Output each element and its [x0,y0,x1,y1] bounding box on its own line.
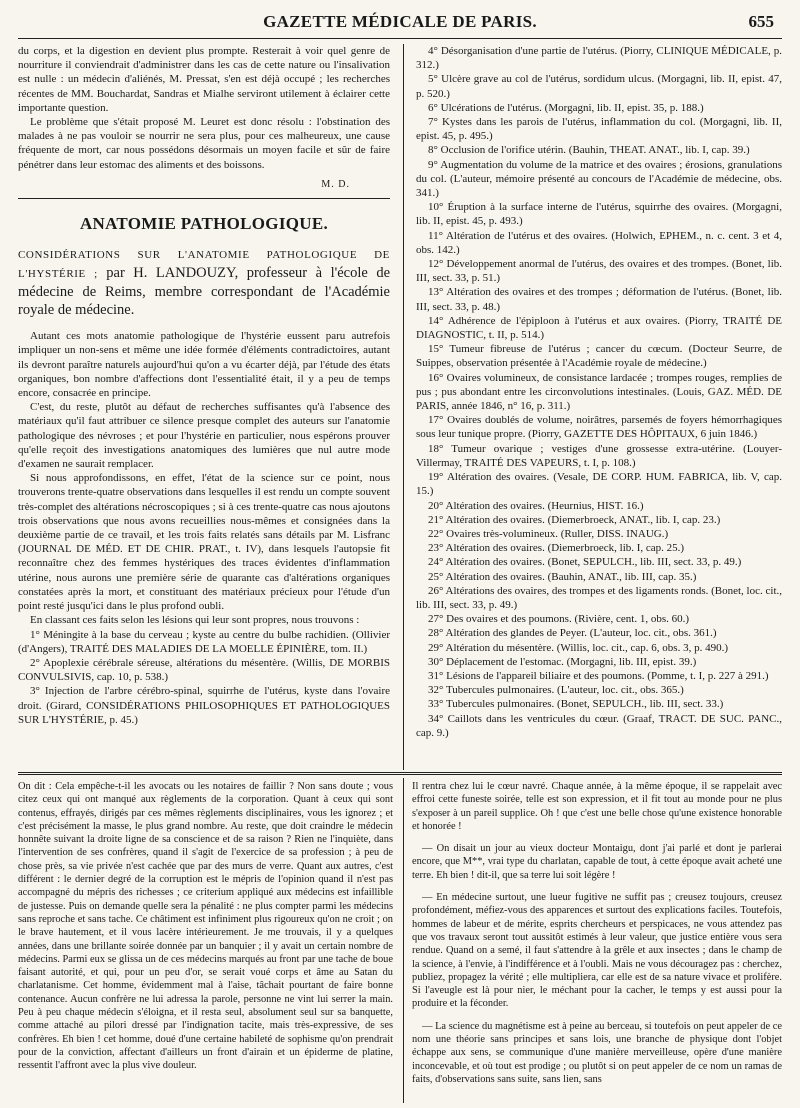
case-item: 33° Tubercules pulmonaires. (Bonet, SEPULCH., lib. III, sect. 33.) [428,698,724,711]
case-item: 10° Éruption à la surface interne de l'utérus, squirrhe des ovaires. (Morgagni, lib. II, epist. 45, p. 493.) [416,201,782,228]
article-heading-smallcaps: CONSIDÉRATIONS SUR L'ANATOMIE PATHOLOGIQUE DE L'HYSTÉRIE ; [18,249,390,281]
feuilleton-left-column [18,780,393,1100]
signature: M. D. [321,178,350,190]
case-item: 9° Augmentation du volume de la matrice et des ovaires ; érosions, granulations du col. (L'auteur, mémoire présenté au concours de l'Académie de médecine, obs. 341.) [416,158,782,200]
case-item: 29° Altération du mésentère. (Willis, loc. cit., cap. 6, obs. 3, p. 490.) [428,641,728,654]
case-item: 4° Désorganisation d'une partie de l'utérus. (Piorry, CLINIQUE MÉDICALE, p. 312.) [416,45,782,72]
article-heading-author: par H. LANDOUZY, professeur à l'école de médecine de Reims, membre correspondant de l'Académie royale de médecine. [18,265,390,319]
intro-text [18,44,390,172]
case-item: 19° Altération des ovaires. (Vesale, DE CORP. HUM. FABRICA, lib. V, cap. 15.) [416,471,782,498]
right-column [416,44,782,769]
case-list-right [416,44,782,740]
case-item: 1° Méningite à la base du cerveau ; kyste au centre du bulbe rachidien. (Ollivier (d'Angers), TRAITÉ DES MALADIES DE LA MOELLE ÉPINIÈRE, tom. II.) [18,628,390,655]
case-item: 3° Injection de l'arbre cérébro-spinal, squirrhe de l'utérus, kyste dans l'ovaire droit. (Girard, CONSIDÉRATIONS PHILOSOPHIQUES ET PATHOLOGIQUES SUR L'HYSTÉRIE, p. 45.) [18,685,390,726]
case-item: 17° Ovaires doublés de volume, noirâtres, parsemés de foyers hémorrhagiques sous leur tunique propre. (Piorry, GAZETTE DES HÔPITAUX, 6 juin 1846.) [416,414,782,441]
case-item: 26° Altérations des ovaires, des trompes et des ligaments ronds. (Bonet, loc. cit., lib. III, sect. 33, p. 49.) [416,584,782,611]
case-item: 5° Ulcère grave au col de l'utérus, sordidum ulcus. (Morgagni, lib. II, epist. 47, p. 520.) [416,73,782,100]
case-item: 14° Adhérence de l'épiploon à l'utérus et aux ovaires. (Piorry, TRAITÉ DE DIAGNOSTIC, t. II, p. 514.) [416,314,782,342]
feuilleton-divider [403,778,404,1103]
body-paragraph: C'est, du reste, plutôt au défaut de recherches suffisantes qu'à l'absence des matériaux qu'il faut attribuer ce silence presque complet des auteurs sur l'anatomie pathologique des névroses ; et pour l'hystérie en particulier, nous espérons prouver qu'elle reçoit des investigations anatomiques des lumières que nul autre mode d'examen ne saurait remplacer. [18,401,390,471]
left-column [18,44,390,769]
case-item: 21° Altération des ovaires. (Diemerbroeck, ANAT., lib. I, cap. 23.) [428,513,721,526]
header-rule [18,38,782,39]
page-number: 655 [748,12,774,31]
case-item: 22° Ovaires très-volumineux. (Ruller, DISS. INAUG.) [428,527,669,540]
feuilleton-paragraph: — En médecine surtout, une lueur fugitive ne suffit pas ; creusez toujours, creusez profondément, méfiez-vous des apparences et surtout des explications faciles. Toutefois, hommes de labeur et de mérite, esprits chercheurs et perspicaces, ne vous attendez pas que vos travaux seront tout aussitôt estimés à leur valeur, que justice entière vous sera rendue. Quand on a semé, il faut s'attendre à la grêle et aux insectes ; dans le champ de la science, à l'envie, à l'indifférence et à l'oubli. Mais ne vous découragez pas : cherchez, publiez, propagez la vérité ; elle multipliera, car elle est de sa nature vivace et prolifère. Si l'aveugle est là pour nier, le méchant pour la cacher, le temps y est aussi pour la produire et la féconder. [412,892,782,1010]
intro-paragraph: du corps, et la digestion en devient plus prompte. Resterait à voir quel genre de nourriture il conviendrait d'administrer dans les cas de cette nature ou l'insalivation est nulle : un médecin d'aliénés, M. Pressat, s'en est déjà occupé ; les recherches récentes de MM. Bouchardat, Sandras et Mialhe serviront utilement à éclairer cette importante question. [18,45,390,114]
column-divider [403,44,404,770]
intro-paragraph: Le problème que s'était proposé M. Leuret est donc résolu : l'obstination des malades à ne pas vouloir se nourrir ne sera plus, pour ces malheureux, une cause fréquente de mort, car nous possédons désormais un moyen facile et sûr de faire pénétrer dans leur estomac des aliments et des boissons. [18,116,390,171]
body-paragraph: En classant ces faits selon les lésions qui leur sont propres, nous trouvons : [30,614,360,627]
case-item: 7° Kystes dans les parois de l'utérus, inflammation du col. (Morgagni, lib. II, epist. 45, p. 495.) [416,116,782,143]
case-item: 27° Des ovaires et des poumons. (Rivière, cent. 1, obs. 60.) [428,613,690,626]
feuilleton-paragraph: — On disait un jour au vieux docteur Montaigu, dont j'ai parlé et dont je parlerai encore, que M**, vrai type du charlatan, capable de tout, à cette époque avait acheté une terre. Eh bien ! dit-il, que sa terre lui soit légère ! [412,843,782,881]
case-item: 24° Altération des ovaires. (Bonet, SEPULCH., lib. III, sect. 33, p. 49.) [428,556,742,569]
case-item: 32° Tubercules pulmonaires. (L'auteur, loc. cit., obs. 365.) [428,684,684,697]
feuilleton-paragraph: Il rentra chez lui le cœur navré. Chaque année, à la même époque, il se rappelait avec effroi cette funeste soirée, telle est son expression, et il fit tout au monde pour ne plus s'exposer à un pareil supplice. Oh ! que c'est une belle chose qu'une existence honorable et honorée ! [412,781,782,832]
case-item: 15° Tumeur fibreuse de l'utérus ; cancer du cœcum. (Docteur Seurre, de Suippes, observation présentée à l'Académie royale de médecine.) [416,343,782,370]
case-item: 18° Tumeur ovarique ; vestiges d'une grossesse extra-utérine. (Louyer-Villermay, TRAITÉ DES VAPEURS, t. I, p. 108.) [416,442,782,469]
section-title: ANATOMIE PATHOLOGIQUE. [79,214,329,234]
case-item: 23° Altération des ovaires. (Diemerbroeck, lib. I, cap. 25.) [428,542,685,555]
case-list-left [18,628,390,727]
case-item: 34° Caillots dans les ventricules du cœur. (Graaf, TRACT. DE SUC. PANC., cap. 9.) [416,712,782,739]
case-item: 13° Altération des ovaires et des trompes ; déformation de l'utérus. (Bonet, lib. III, sect. 33, p. 48.) [416,286,782,313]
journal-title: GAZETTE MÉDICALE DE PARIS. [263,12,537,31]
page-header [0,0,800,40]
case-item: 28° Altération des glandes de Peyer. (L'auteur, loc. cit., obs. 361.) [428,627,717,640]
feuilleton-right-column [412,780,782,1100]
case-item: 2° Apoplexie cérébrale séreuse, altérations du mésentère. (Willis, DE MORBIS CONVULSIVIS, cap. 10, p. 538.) [18,656,390,684]
case-item: 30° Déplacement de l'estomac. (Morgagni, lib. III, epist. 39.) [428,655,697,668]
case-item: 20° Altération des ovaires. (Heurnius, HIST. 16.) [428,499,644,512]
case-item: 25° Altération des ovaires. (Bauhin, ANAT., lib. III, cap. 35.) [428,570,697,583]
feuilleton-paragraph: — La science du magnétisme est à peine au berceau, si toutefois on peut appeler de ce nom une théorie sans principes et sans lois, une branche de physique dont l'objet échappe aux sens, se communique d'une manière merveilleuse, opère d'une manière inconcevable, et où tout est prodige ; ou plutôt si on peut appeler de ce nom un ramas de faits, d'observations sans suite, sans lien, sans [412,1020,782,1085]
case-item: 11° Altération de l'utérus et des ovaires. (Holwich, EPHEM., n. c. cent. 3 et 4, obs. 142.) [416,229,782,256]
feuilleton-paragraph: On dit : Cela empêche-t-il les avocats ou les notaires de faillir ? Non sans doute ; vous citez ceux qui ont manqué aux règlements de la corporation. Quant à ceux qui sont contenus, effrayés, dirigés par ces mêmes règlements disciplinaires, vous les ignorez ; et c'est précisément la masse, le plus grand nombre. Au reste, que doit craindre le médecin honnête suivant la droite ligne de sa conscience et de sa raison ? Rien ne l'inquiète, dans l'intervention de ses confrères, quand il s'agit de l'exercice de sa profession ; à peu de chose près, sa vie privée n'est cachée que par des murs de verre. Quant aux autres, c'est différent : le dernier degré de la corruption est le mépris de l'opinion quand il n'est pas accompagné du mépris des richesses ; ce criterium appliqué aux médecins est infaillible de justesse. Puis on demande quelle sera la pénalité : ne plus compter parmi les médecins sans reproche et sans tache. Ce châtiment est infiniment plus rigoureux qu'on ne croit ; on le brave hautement, et il vous lacère intérieurement. Je me trouvais, il y a quelques années, dans une brillante soirée donnée par un banquier ; il y avait un certain nombre de médecins. Parmi eux se glissa un de ces médecins marqués au front par une tache de boue faisant autorité, et qui, pour un peu d'or, se serait voué corps et âme au Satan du charlatanisme. Cet homme, évidemment mal à l'aise, tâchait pourtant de faire bonne contenance. Aucun confrère ne lui adressa la parole, personne ne vint lui serrer la main. Peu à peu chaque médecin s'éloigna, et il resta seul, absolument seul sur sa banquette, comme attaché au pilori dressé par l'indignation tacite, mais très-expressive, de ses confrères. Eh bien ! cet homme, doué d'une certaine habileté de sophisme qu'on prendrait pour de la conviction, affectant d'ailleurs un front d'airain et un épiderme de platine, ressentit l'affront avec la plus vive douleur. [18,781,393,1072]
section-rule [18,198,390,199]
case-item: 31° Lésions de l'appareil biliaire et des poumons. (Pomme, t. I, p. 227 à 291.) [428,669,769,682]
case-item: 8° Occlusion de l'orifice utérin. (Bauhin, THEAT. ANAT., lib. I, cap. 39.) [428,144,750,157]
feuilleton-rule [18,772,782,775]
case-item: 12° Développement anormal de l'utérus, des ovaires et des trompes. (Bonet, lib. III, sect. 33, p. 51.) [416,258,782,285]
body-paragraph: Autant ces mots anatomie pathologique de l'hystérie eussent paru autrefois impliquer un non-sens et même une idée formée d'éléments contradictoires, autant ils devront paraître naturels aujourd'hui qu'on a vu écarter déjà, par l'étude des états organiques, bon nombre d'affections dont l'essentialité était, il y a peu de temps encore, consacrée en principe. [18,330,390,400]
body-paragraph: Si nous approfondissons, en effet, l'état de la science sur ce point, nous trouverons trente-quatre observations dans lesquelles il est rendu un compte souvent très-complet des altérations nécroscopiques ; si à ces trente-quatre cas nous ajoutons trois observations que nous avons recueillies nous-mêmes et consignées dans la deuxième partie de ce travail, et les trois faits relatés sans détails par M. Lisfranc (JOURNAL DE MÉD. ET DE CHIR. PRAT., t. IV), dans lesquels l'autopsie fit reconnaître chez des femmes hystériques des traces évidentes d'inflammation utérine, nous aurons une première série de quarante cas d'altérations organiques constatées après la mort, et constituant des matériaux précieux pour l'étude d'un point resté jusqu'ici dans le plus profond oubli. [18,472,390,613]
case-item: 6° Ulcérations de l'utérus. (Morgagni, lib. II, epist. 35, p. 188.) [428,101,704,114]
article-heading [18,245,390,319]
case-item: 16° Ovaires volumineux, de consistance lardacée ; trompes rouges, remplies de pus ; pus abondant entre les circonvolutions intestinales. (Louis, GAZ. MÉD. DE PARIS, année 1846, n° 16, p. 311.) [416,371,782,413]
